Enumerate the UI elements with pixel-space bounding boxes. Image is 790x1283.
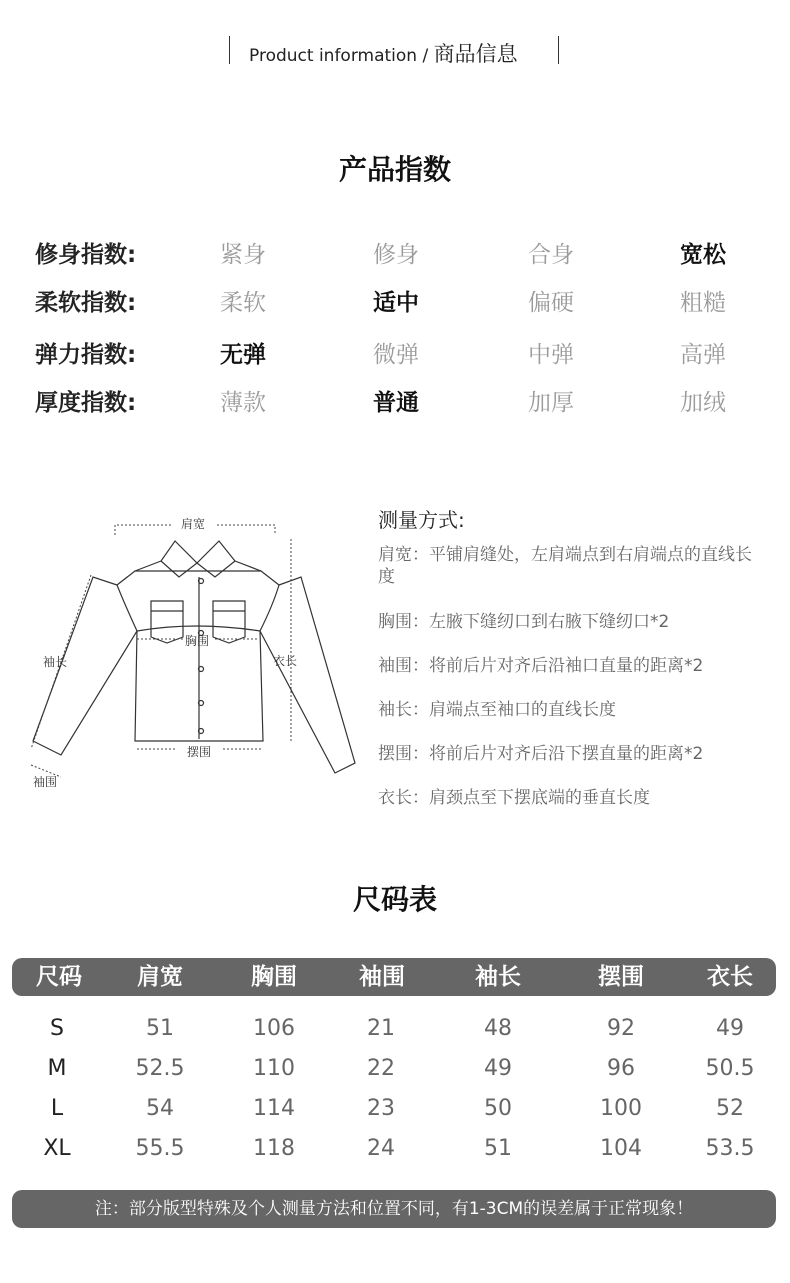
header-cell: 袖围 — [359, 964, 405, 990]
size-value-cell: 54 — [146, 1096, 174, 1121]
size-value-cell: 49 — [484, 1056, 512, 1081]
size-value-cell: 53.5 — [705, 1136, 755, 1161]
size-value-cell: 24 — [367, 1136, 395, 1161]
size-value-cell: 52.5 — [135, 1056, 185, 1081]
header-cell: 胸围 — [251, 964, 297, 990]
product-info-header — [0, 36, 790, 66]
size-value-cell: 104 — [600, 1136, 642, 1161]
index-option: 微弹 — [373, 342, 419, 368]
header-en: Product information / — [249, 46, 429, 66]
size-value-cell: 22 — [367, 1056, 395, 1081]
index-row — [0, 284, 790, 320]
size-value-cell: 55.5 — [135, 1136, 185, 1161]
size-value-cell: 49 — [716, 1016, 744, 1041]
index-row-label: 修身指数: — [35, 242, 137, 268]
label-hem: 摆围 — [187, 745, 212, 759]
size-table-header — [12, 958, 776, 996]
table-row — [0, 1053, 790, 1085]
index-option: 粗糙 — [680, 290, 726, 316]
index-option-selected: 适中 — [373, 290, 419, 316]
index-option-selected: 宽松 — [680, 242, 726, 268]
index-option: 中弹 — [528, 342, 574, 368]
measurement-shoulder: 肩宽：平铺肩缝处，左肩端点到右肩端点的直线长度 — [378, 545, 752, 587]
table-row — [0, 1093, 790, 1125]
size-value-cell: 48 — [484, 1016, 512, 1041]
label-shoulder: 肩宽 — [181, 517, 206, 531]
size-value-cell: 50.5 — [705, 1056, 755, 1081]
header-right-divider — [558, 36, 559, 64]
size-value-cell: 51 — [484, 1136, 512, 1161]
index-row — [0, 336, 790, 372]
size-value-cell: 114 — [253, 1096, 295, 1121]
index-row-label: 厚度指数: — [35, 390, 137, 416]
table-row — [0, 1013, 790, 1045]
size-note-banner: 注：部分版型特殊及个人测量方法和位置不同，有1-3CM的误差属于正常现象！ — [12, 1190, 776, 1228]
size-value-cell: 106 — [253, 1016, 295, 1041]
index-section-title: 产品指数 — [338, 153, 451, 186]
size-label-cell: S — [50, 1016, 64, 1041]
header-cell: 衣长 — [707, 964, 753, 990]
index-option-selected: 无弹 — [220, 342, 266, 368]
index-option: 柔软 — [220, 290, 266, 316]
header-cell: 袖长 — [475, 964, 521, 990]
size-value-cell: 110 — [253, 1056, 295, 1081]
size-value-cell: 23 — [367, 1096, 395, 1121]
index-option: 偏硬 — [528, 290, 574, 316]
jacket-outline — [25, 505, 365, 805]
measurement-title: 测量方式: — [378, 508, 465, 532]
index-row-label: 弹力指数: — [35, 342, 137, 368]
index-row — [0, 236, 790, 272]
index-option: 高弹 — [680, 342, 726, 368]
size-value-cell: 92 — [607, 1016, 635, 1041]
label-sleeve-length: 袖长 — [43, 655, 68, 669]
index-option: 紧身 — [220, 242, 266, 268]
size-value-cell: 118 — [253, 1136, 295, 1161]
table-row — [0, 1133, 790, 1165]
size-value-cell: 100 — [600, 1096, 642, 1121]
size-value-cell: 96 — [607, 1056, 635, 1081]
size-value-cell: 52 — [716, 1096, 744, 1121]
size-value-cell: 50 — [484, 1096, 512, 1121]
index-option-selected: 普通 — [373, 390, 419, 416]
label-cuff: 袖围 — [33, 775, 58, 789]
index-option: 修身 — [373, 242, 419, 268]
header-left-divider — [229, 36, 230, 64]
index-option: 合身 — [528, 242, 574, 268]
measurement-hem: 摆围：将前后片对齐后沿下摆直量的距离*2 — [378, 744, 704, 764]
header-cn: 商品信息 — [433, 42, 518, 66]
header-cell: 肩宽 — [137, 964, 183, 990]
size-value-cell: 21 — [367, 1016, 395, 1041]
index-option: 薄款 — [220, 390, 266, 416]
index-row-label: 柔软指数: — [35, 290, 137, 316]
measurement-chest: 胸围：左腋下缝纫口到右腋下缝纫口*2 — [378, 612, 670, 632]
index-row — [0, 384, 790, 420]
jacket-measurement-diagram — [25, 505, 365, 805]
index-option: 加绒 — [680, 390, 726, 416]
size-value-cell: 51 — [146, 1016, 174, 1041]
label-chest: 胸围 — [185, 634, 210, 648]
measurement-cuff: 袖围：将前后片对齐后沿袖口直量的距离*2 — [378, 656, 704, 676]
size-table-title: 尺码表 — [352, 883, 437, 916]
size-label-cell: M — [47, 1056, 67, 1081]
size-label-cell: XL — [43, 1136, 71, 1161]
measurement-sleeve-length: 袖长：肩端点至袖口的直线长度 — [378, 700, 616, 720]
header-cell: 尺码 — [36, 964, 82, 990]
header-text — [249, 38, 518, 68]
size-label-cell: L — [50, 1096, 64, 1121]
measurement-length: 衣长：肩颈点至下摆底端的垂直长度 — [378, 788, 650, 808]
index-option: 加厚 — [528, 390, 574, 416]
label-length: 衣长 — [273, 654, 298, 668]
header-cell: 摆围 — [598, 964, 644, 990]
